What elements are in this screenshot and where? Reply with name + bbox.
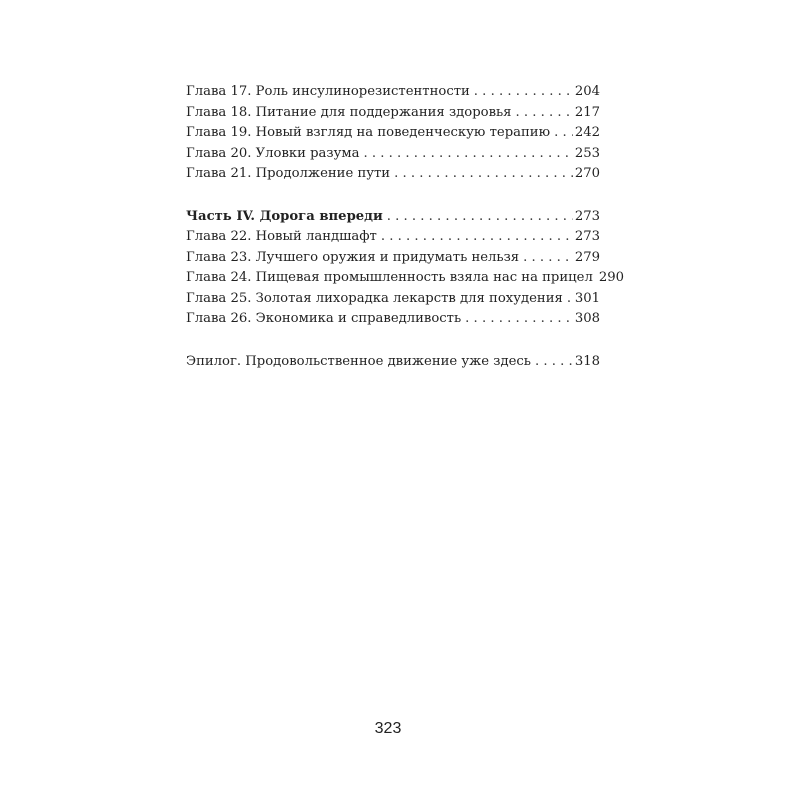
toc-entry-title: Эпилог. Продовольственное движение уже здесь	[186, 353, 531, 369]
dot-leader	[381, 227, 573, 248]
toc-entry-page: 279	[574, 249, 600, 265]
toc-entry-title: Глава 25. Золотая лихорадка лекарств для похудения	[186, 290, 563, 306]
toc-entry-title: Глава 19. Новый взгляд на поведенческую терапию	[186, 125, 551, 140]
dot-leader	[535, 352, 573, 373]
toc-entry	[186, 227, 600, 248]
toc-entry-title: Глава 22. Новый ландшафт	[186, 229, 377, 244]
toc-part-title: Часть IV. Дорога впереди	[186, 208, 383, 224]
toc-entry-title: Глава 17. Роль инсулинорезистентности	[186, 84, 470, 99]
toc-entry-page: 253	[574, 145, 600, 161]
toc-entry-page: 204	[574, 84, 600, 99]
toc-entry-title: Глава 20. Уловки разума	[186, 145, 360, 161]
page-number: 323	[374, 720, 402, 737]
toc-entry	[186, 248, 600, 269]
toc-entry-page: 301	[574, 290, 600, 306]
toc-entry-page: 242	[574, 125, 600, 140]
toc-entry-page: 318	[574, 353, 600, 369]
toc-entry	[186, 289, 600, 310]
toc-entry	[186, 164, 600, 185]
dot-leader	[465, 309, 573, 330]
toc-entry-page: 308	[574, 311, 600, 326]
toc-entry	[186, 268, 625, 289]
toc-group	[186, 352, 600, 373]
toc-entry	[186, 309, 600, 330]
dot-leader	[394, 164, 573, 185]
toc-part-heading	[186, 207, 600, 228]
toc-entry	[186, 352, 600, 373]
dot-leader	[387, 207, 573, 228]
toc-entry	[186, 123, 600, 144]
dot-leader	[516, 103, 573, 124]
toc-entry	[186, 82, 600, 103]
dot-leader	[364, 144, 573, 165]
toc-entry-title: Глава 18. Питание для поддержания здоровья	[186, 104, 512, 120]
toc-entry-page: 273	[574, 208, 600, 224]
toc-group	[186, 207, 625, 330]
toc-entry	[186, 103, 600, 124]
toc-entry	[186, 144, 600, 165]
toc-entry-page: 290	[598, 270, 625, 285]
toc-group	[186, 82, 600, 185]
toc-entry-title: Глава 26. Экономика и справедливость	[186, 311, 462, 326]
toc-entry-page: 273	[574, 229, 600, 244]
toc-entry-title: Глава 21. Продолжение пути	[186, 166, 391, 181]
toc-entry-title: Глава 23. Лучшего оружия и придумать нельзя	[186, 249, 520, 265]
toc-entry-page: 270	[574, 166, 600, 181]
toc-entry-page: 217	[574, 104, 600, 120]
dot-leader	[523, 248, 573, 269]
dot-leader	[554, 123, 573, 144]
table-of-contents	[186, 82, 625, 372]
toc-entry-title: Глава 24. Пищевая промышленность взяла нас на прицел	[186, 270, 593, 285]
dot-leader	[567, 289, 573, 310]
dot-leader	[474, 82, 573, 103]
